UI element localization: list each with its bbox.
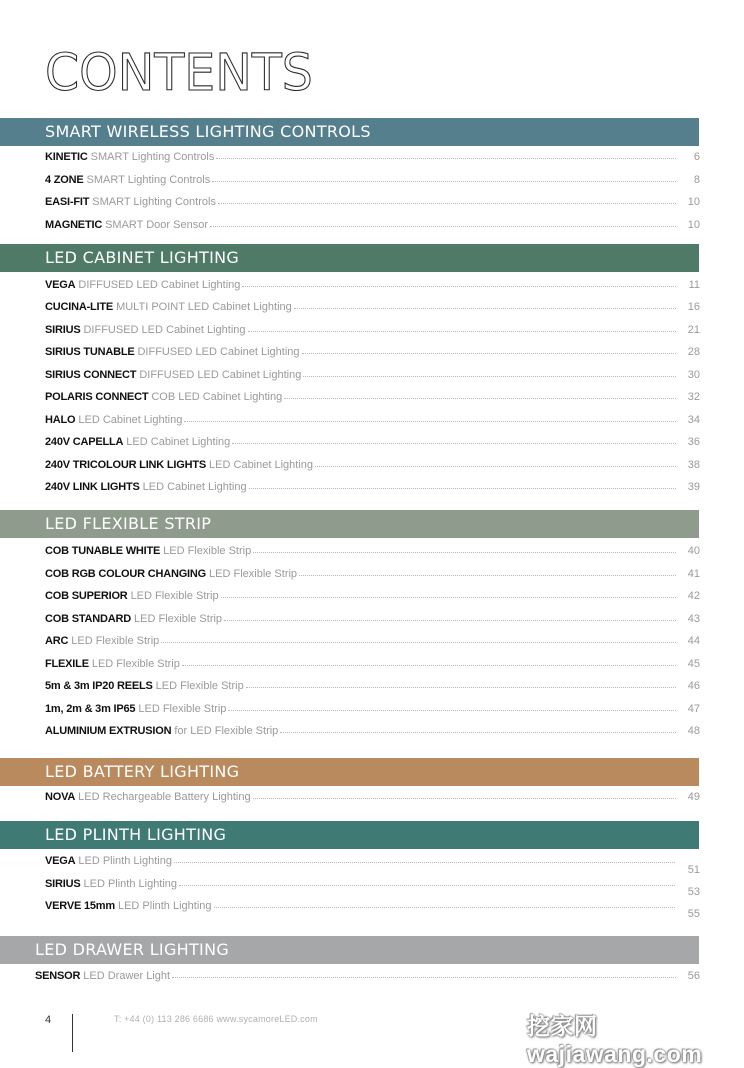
entry-description: LED Flexible Strip <box>134 613 223 625</box>
toc-entry[interactable] <box>45 722 700 740</box>
toc-entry[interactable] <box>45 193 700 211</box>
section-heading-battery: LED BATTERY LIGHTING <box>0 758 699 786</box>
entry-description: LED Plinth Lighting <box>83 878 178 890</box>
entry-description: DIFFUSED LED Cabinet Lighting <box>139 369 302 381</box>
dot-leader <box>303 366 676 377</box>
entry-description: LED Flexible Strip <box>130 590 219 602</box>
section-heading-flexible: LED FLEXIBLE STRIP <box>0 510 699 538</box>
entry-description: LED Drawer Light <box>83 970 171 982</box>
entry-description: DIFFUSED LED Cabinet Lighting <box>83 324 246 336</box>
entry-page: 30 <box>687 369 700 381</box>
section-heading-cabinet: LED CABINET LIGHTING <box>0 244 699 272</box>
entry-product: 1m, 2m & 3m IP65 <box>45 703 136 715</box>
dot-leader <box>174 852 675 863</box>
toc-entry[interactable] <box>45 366 700 384</box>
entry-page: 44 <box>687 635 700 647</box>
dot-leader <box>249 478 676 489</box>
entry-description: SMART Lighting Controls <box>86 174 211 186</box>
entry-product: 240V CAPELLA <box>45 436 124 448</box>
entry-page: 56 <box>687 970 700 982</box>
entry-page: 6 <box>693 151 700 163</box>
section-heading-smart-controls: SMART WIRELESS LIGHTING CONTROLS <box>0 118 699 146</box>
entry-description: LED Flexible Strip <box>71 635 160 647</box>
dot-leader <box>232 433 676 444</box>
toc-entry[interactable] <box>45 456 700 474</box>
dot-leader <box>284 388 676 399</box>
dot-leader <box>246 677 676 688</box>
dot-leader <box>242 276 676 287</box>
watermark-logo: 挖家网 wajiawang.com <box>527 1013 703 1067</box>
entry-page: 47 <box>687 703 700 715</box>
toc-entry[interactable] <box>45 542 700 560</box>
entry-description: LED Cabinet Lighting <box>209 459 314 471</box>
entry-page: 34 <box>687 414 700 426</box>
toc-entry[interactable] <box>45 321 700 339</box>
toc-entry[interactable] <box>45 171 700 189</box>
entry-product: COB RGB COLOUR CHANGING <box>45 568 207 580</box>
toc-entry[interactable] <box>45 788 700 806</box>
dot-leader <box>214 897 675 908</box>
entry-page: 10 <box>687 196 700 208</box>
section-heading-drawer: LED DRAWER LIGHTING <box>0 936 699 964</box>
entry-product: CUCINA-LITE <box>45 301 114 313</box>
dot-leader <box>221 587 676 598</box>
entry-product: KINETIC <box>45 151 88 163</box>
entry-description: LED Flexible Strip <box>91 658 180 670</box>
entry-product: SIRIUS <box>45 878 81 890</box>
dot-leader <box>224 610 676 621</box>
entry-page: 48 <box>687 725 700 737</box>
entry-page: 53 <box>687 886 700 898</box>
entry-product: 4 ZONE <box>45 174 84 186</box>
toc-entry[interactable] <box>45 677 700 695</box>
entry-product: COB SUPERIOR <box>45 590 128 602</box>
entry-page: 55 <box>687 908 700 920</box>
dot-leader <box>184 411 676 422</box>
entry-product: FLEXILE <box>45 658 89 670</box>
entry-product: SENSOR <box>35 970 81 982</box>
footer-contact: T: +44 (0) 113 286 6686 www.sycamoreLED.com <box>114 1014 318 1024</box>
entry-product: HALO <box>45 414 76 426</box>
toc-entry[interactable] <box>35 967 700 985</box>
toc-entry[interactable] <box>45 700 700 718</box>
dot-leader <box>315 456 676 467</box>
dot-leader <box>212 171 676 182</box>
entry-description: for LED Flexible Strip <box>174 725 279 737</box>
entry-page: 32 <box>687 391 700 403</box>
toc-entry[interactable] <box>45 897 675 915</box>
entry-page: 43 <box>687 613 700 625</box>
toc-entry[interactable] <box>45 565 700 583</box>
toc-entry[interactable] <box>45 587 700 605</box>
entry-description: DIFFUSED LED Cabinet Lighting <box>78 279 241 291</box>
entry-page: 45 <box>687 658 700 670</box>
entry-product: SIRIUS <box>45 324 81 336</box>
toc-entry[interactable] <box>45 478 700 496</box>
dot-leader <box>302 343 677 354</box>
dot-leader <box>210 216 676 227</box>
dot-leader <box>216 148 676 159</box>
entry-description: LED Flexible Strip <box>163 545 252 557</box>
entry-product: COB STANDARD <box>45 613 132 625</box>
entry-product: SIRIUS CONNECT <box>45 369 137 381</box>
footer-divider <box>72 1014 73 1052</box>
dot-leader <box>218 193 676 204</box>
entry-product: EASI-FIT <box>45 196 90 208</box>
entry-product: ALUMINIUM EXTRUSION <box>45 725 172 737</box>
toc-entry[interactable] <box>45 343 700 361</box>
toc-entry[interactable] <box>45 632 700 650</box>
dot-leader <box>253 788 676 799</box>
entry-page: 28 <box>687 346 700 358</box>
entry-description: SMART Lighting Controls <box>92 196 216 208</box>
entry-page: 46 <box>687 680 700 692</box>
entry-product: COB TUNABLE WHITE <box>45 545 161 557</box>
entry-description: LED Flexible Strip <box>155 680 244 692</box>
dot-leader <box>253 542 676 553</box>
entry-product: NOVA <box>45 791 76 803</box>
entry-description: SMART Door Sensor <box>105 219 208 231</box>
entry-description: LED Cabinet Lighting <box>126 436 231 448</box>
entry-description: MULTI POINT LED Cabinet Lighting <box>116 301 292 313</box>
toc-entry[interactable] <box>45 655 700 673</box>
dot-leader <box>228 700 676 711</box>
toc-entry[interactable] <box>45 875 675 893</box>
entry-page: 39 <box>687 481 700 493</box>
entry-page: 51 <box>687 864 700 876</box>
entry-description: LED Flexible Strip <box>209 568 298 580</box>
toc-entry[interactable] <box>45 610 700 628</box>
entry-page: 40 <box>687 545 700 557</box>
entry-product: VERVE 15mm <box>45 900 115 912</box>
toc-entry[interactable] <box>45 852 675 870</box>
entry-product: VEGA <box>45 855 76 867</box>
entry-description: COB LED Cabinet Lighting <box>151 391 283 403</box>
toc-entry[interactable] <box>45 298 700 316</box>
toc-entry[interactable] <box>45 216 700 234</box>
entry-page: 38 <box>687 459 700 471</box>
dot-leader <box>248 321 677 332</box>
toc-entry[interactable] <box>45 433 700 451</box>
entry-page: 21 <box>687 324 700 336</box>
entry-product: 240V LINK LIGHTS <box>45 481 140 493</box>
entry-page: 11 <box>688 279 700 291</box>
entry-product: 5m & 3m IP20 REELS <box>45 680 153 692</box>
entry-description: LED Cabinet Lighting <box>142 481 247 493</box>
page-number: 4 <box>45 1014 52 1026</box>
section-heading-plinth: LED PLINTH LIGHTING <box>0 821 699 849</box>
entry-product: 240V TRICOLOUR LINK LIGHTS <box>45 459 207 471</box>
toc-entry[interactable] <box>45 388 700 406</box>
entry-product: MAGNETIC <box>45 219 103 231</box>
toc-entry[interactable] <box>45 411 700 429</box>
dot-leader <box>179 875 675 886</box>
dot-leader <box>280 722 676 733</box>
dot-leader <box>299 565 676 576</box>
dot-leader <box>182 655 676 666</box>
dot-leader <box>161 632 676 643</box>
entry-description: LED Flexible Strip <box>138 703 227 715</box>
toc-entry[interactable] <box>45 148 700 166</box>
entry-description: LED Cabinet Lighting <box>78 414 183 426</box>
entry-description: LED Plinth Lighting <box>117 900 212 912</box>
dot-leader <box>172 967 676 978</box>
entry-description: DIFFUSED LED Cabinet Lighting <box>137 346 300 358</box>
entry-page: 41 <box>687 568 700 580</box>
entry-page: 10 <box>687 219 700 231</box>
entry-product: SIRIUS TUNABLE <box>45 346 135 358</box>
entry-description: SMART Lighting Controls <box>90 151 215 163</box>
entry-product: VEGA <box>45 279 76 291</box>
entry-description: LED Plinth Lighting <box>78 855 172 867</box>
page-title: CONTENTS <box>45 44 313 103</box>
entry-page: 49 <box>687 791 700 803</box>
toc-entry[interactable] <box>45 276 700 294</box>
dot-leader <box>294 298 676 309</box>
entry-page: 42 <box>687 590 700 602</box>
entry-page: 36 <box>687 436 700 448</box>
entry-page: 8 <box>693 174 700 186</box>
entry-description: LED Rechargeable Battery Lighting <box>78 791 251 803</box>
entry-page: 16 <box>687 301 700 313</box>
entry-product: ARC <box>45 635 69 647</box>
entry-product: POLARIS CONNECT <box>45 391 149 403</box>
